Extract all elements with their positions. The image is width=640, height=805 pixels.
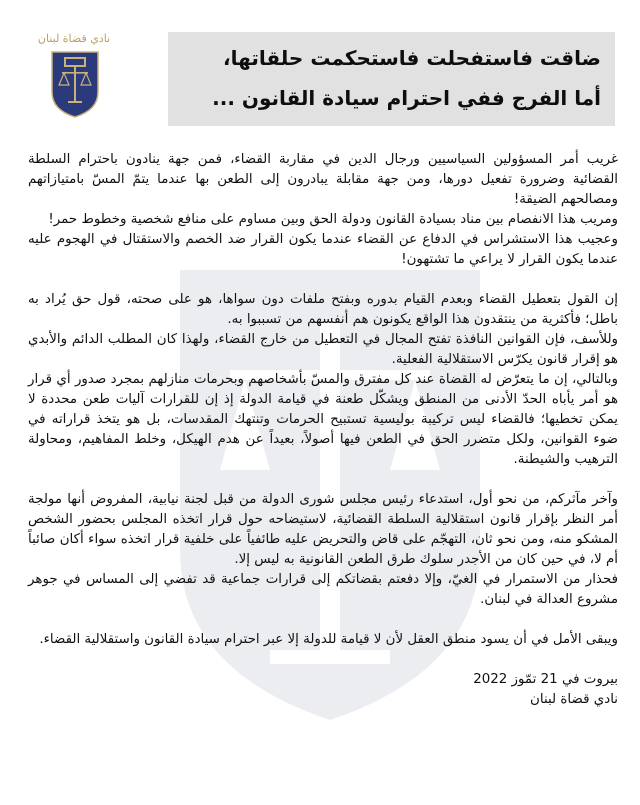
headline-line-2: أما الفرج ففي احترام سيادة القانون ... xyxy=(212,86,601,110)
paragraph: وآخر مآثركم، من نحو أول، استدعاء رئيس مجلس شورى الدولة من قبل لجنة نيابية، المفروض أنها مولجة أمر النظر بإقرار قانون استقلالية السلطة القضائية، لاستيضاحه حول قرار اتخذه المجلس بحضور الشخص المشكو منه، ومن نحو ثان، التهجّم على قاض والتحريض عليه طائفياً على خلفية قرار اتخذه سواء أكان صائباً أم لا، في حين كان من الأجدر سلوك طرق الطعن القانونية به ليس إلا. xyxy=(28,492,618,567)
paragraph: غريب أمر المسؤولين السياسيين ورجال الدين في مقاربة القضاء، فمن جهة ينادون باحترام السلطة القضائية وضرورة تفعيل دورها، ومن جهة مقابلة يبادرون إلى الطعن بها عندما يتمّ المسّ بامتيازاتهم ومصالحهم الضيقة! xyxy=(28,152,618,207)
statement-body xyxy=(28,150,618,710)
logo-caption: نادي قضاة لبنان xyxy=(37,32,111,45)
paragraph: فحذار من الاستمرار في الغيّ، وإلا دفعتم بقضاتكم إلى قرارات جماعية قد تفضي إلى المساس في جوهر مشروع العدالة في لبنان. xyxy=(28,572,618,607)
signature-block xyxy=(28,670,618,710)
paragraph: وعجيب هذا الاستشراس في الدفاع عن القضاء عندما يكون القرار ضد الخصم والاستقتال في الهجوم عليه عندما يكون القرار لا يراعي ما تشتهون! xyxy=(28,232,618,267)
paragraph: إن القول بتعطيل القضاء وبعدم القيام بدوره وبفتح ملفات دون سواها، هو على صحته، قول حق يُراد به باطل؛ فأكثرية من ينتقدون هذا الواقع يكونون هم أنفسهم من تسببوا به. xyxy=(28,292,618,327)
paragraph: وبالتالي، إن ما يتعرّض له القضاة عند كل مفترق والمسّ بأشخاصهم وبحرمات منازلهم بمجرد صدور أي قرار هو أمر يأباه الحدّ الأدنى من المنطق ويشكّل طعنة في قيامة الدولة إذ إن للقرارات آليات طعن محددة لا يمكن تخطيها؛ فالقضاء ليس تركيبة بوليسية تستبيح الحرمات وتنتهك المقدسات، بل هو يتخذ قراراته في ضوء القوانين، ولكل متضرر الحق في الطعن فيها أصولاً، بعيداً عن هدم الهيكل، وخلط المفاهيم، ومحاولة الترهيب والشيطنة. xyxy=(28,372,618,467)
paragraph: ومريب هذا الانفصام بين مناد بسيادة القانون ودولة الحق وبين مساوم على منافع شخصية وخطوط حمر! xyxy=(48,212,618,227)
club-logo xyxy=(28,32,120,132)
paragraph: ويبقى الأمل في أن يسود منطق العقل لأن لا قيامة للدولة إلا عبر احترام سيادة القانون واستقلالية القضاء. xyxy=(39,632,618,647)
headline-box xyxy=(168,32,615,126)
headline-line-1: ضاقت فاستفحلت فاستحكمت حلقاتها، xyxy=(223,46,601,70)
paragraph: وللأسف، فإن القوانين النافذة تفتح المجال في التعطيل من خارج القضاء، ولهذا كان المطلب الدائم والأبدي هو إقرار قانون يكرّس الاستقلالية الفعلية. xyxy=(28,332,618,367)
signature-org: نادي قضاة لبنان xyxy=(530,692,618,707)
shield-scales-icon xyxy=(50,48,100,118)
signature-date: بيروت في 21 تمّوز 2022 xyxy=(473,672,618,687)
